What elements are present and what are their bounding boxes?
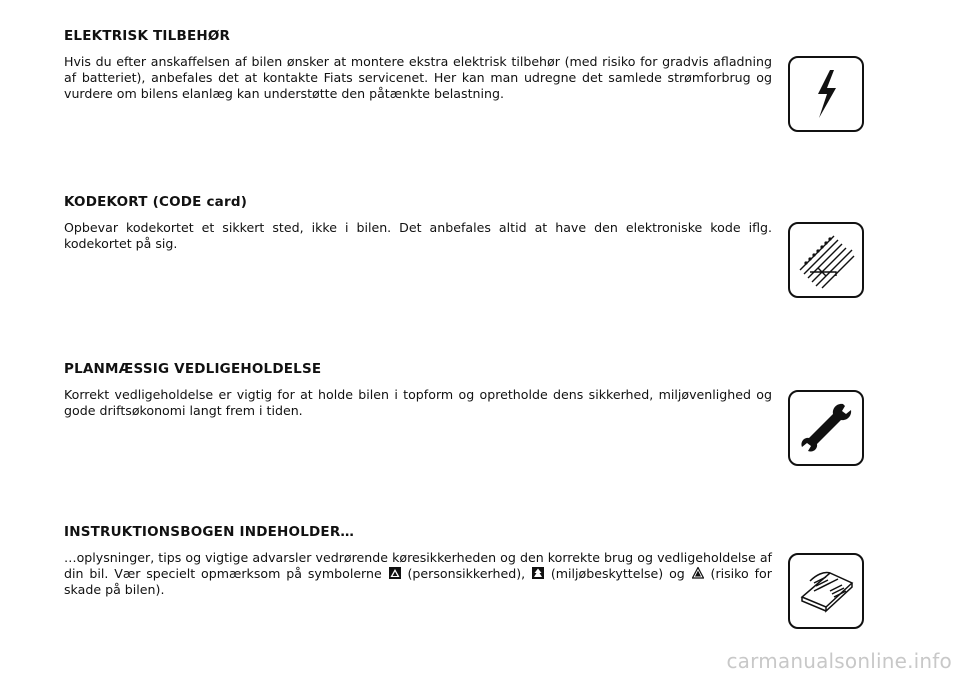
watermark: carmanualsonline.info bbox=[726, 649, 952, 673]
section-heading: INSTRUKTIONSBOGEN INDEHOLDER… bbox=[64, 524, 355, 540]
section-body: Hvis du efter anskaffelsen af bilen ønsker at montere ekstra elektrisk tilbehør (med risiko for gradvis afladning af batteriet), anbefales det at kontakte Fiats servicenet. Her kan man udregne det samlede strømforbrug og vurdere om bilens elanlæg kan understøtte den påtænkte belastning. bbox=[64, 54, 772, 101]
section-maintenance bbox=[64, 361, 772, 419]
section-heading: KODEKORT (CODE card) bbox=[64, 194, 248, 210]
manual-book-icon bbox=[788, 553, 864, 629]
environment-protection-symbol-icon bbox=[532, 567, 544, 579]
body-text-part: (miljøbeskyttelse) og bbox=[550, 566, 685, 581]
personal-safety-symbol-icon bbox=[389, 567, 401, 579]
body-text-part: …oplysninger, tips og vigtige advarsler vedrørende køresikkerheden og den korrekte brug og vedligeholdelse af din bil. Vær specielt opmærksom på symbolerne bbox=[64, 550, 772, 581]
section-heading: PLANMÆSSIG VEDLIGEHOLDELSE bbox=[64, 361, 322, 377]
vehicle-damage-symbol-icon bbox=[692, 567, 704, 579]
section-body: Korrekt vedligeholdelse er vigtig for at holde bilen i topform og opretholde dens sikkerhed, miljøvenlighed og gode driftsøkonomi langt frem i tiden. bbox=[64, 387, 772, 418]
code-card-icon bbox=[788, 222, 864, 298]
section-electrical-accessories bbox=[64, 28, 772, 102]
section-manual-contents bbox=[64, 524, 772, 598]
wrench-icon bbox=[788, 390, 864, 466]
section-heading: ELEKTRISK TILBEHØR bbox=[64, 28, 231, 44]
section-body bbox=[64, 550, 772, 598]
body-text-part: (risiko for skade på bilen). bbox=[64, 566, 772, 597]
lightning-icon bbox=[788, 56, 864, 132]
body-text-part: (personsikkerhed), bbox=[407, 566, 526, 581]
section-body: Opbevar kodekortet et sikkert sted, ikke i bilen. Det anbefales altid at have den elektroniske kode iflg. kodekortet på sig. bbox=[64, 220, 772, 251]
section-code-card bbox=[64, 194, 772, 252]
